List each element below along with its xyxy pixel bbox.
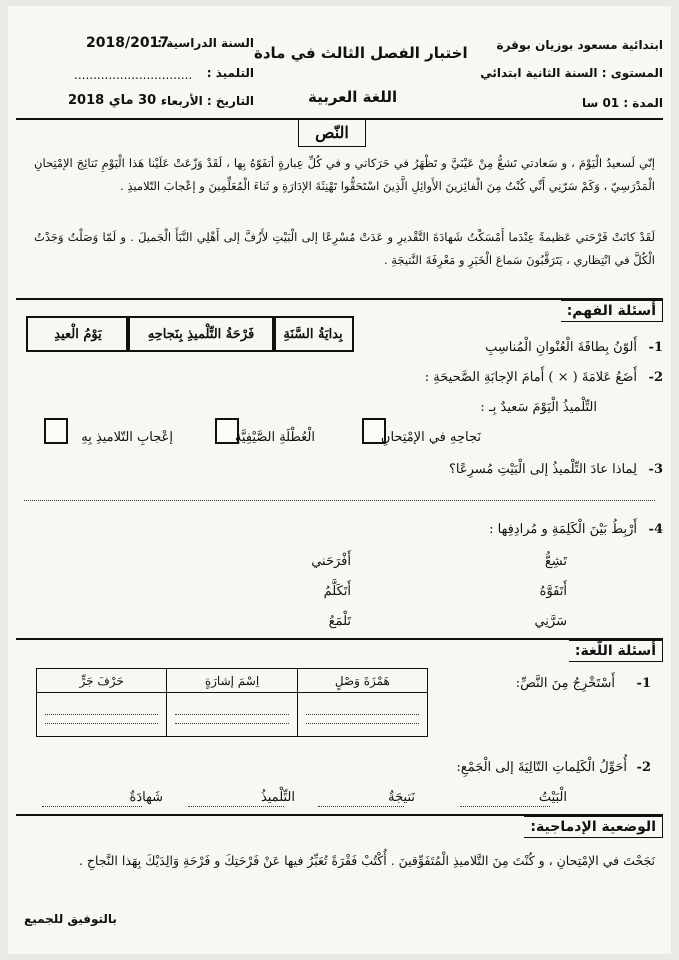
option-admiration-label: إعْجابِ التّلاميذِ بِهِ — [81, 430, 173, 445]
exam-title: اختبار الفصل الثالث في مادة — [254, 44, 468, 62]
match-word-right-3[interactable]: سَرَّنِي — [534, 614, 567, 629]
option-summer-label: الْعُطْلَةِ الصَّيْفِيَّةِ — [234, 430, 315, 445]
q4-number: 4- — [648, 522, 663, 537]
student-dots: ............................... — [74, 68, 193, 82]
q1-text: أَلوّنُ بِطاقَةَ الْعُنْوانِ الْمُناسِبِ — [485, 340, 637, 355]
plural-answer-house[interactable] — [460, 806, 550, 807]
table-cell-demonstrative[interactable] — [167, 693, 297, 737]
duration-label: المدة : 01 سا — [581, 96, 663, 110]
school-year-value: 2018/2017 — [86, 35, 170, 51]
text-paragraph-1: إنّي لَسعيدُ الْيَوْمَ ، و سَعادتي تَشعُّ مِنْ عَيْنَيَّ و تَظْهَرُ في حَرَكاتي و في كُلِّ عِبارةٍ أتفَوّهُ بِها ، لَقَدْ وَزّعَتْ عَلَيْنا هَذا الْيَوْمِ نَتائِجَ الإمْتِحانِ الْمَدْرَسِيّ ، وَكَمْ سَرّنِي أَنِّي كُنْتُ مِنَ الْفائِزينَ الأَوائِلِ الَّذِينَ اسْتَحَقُّوا تَهْنِئَةَ الإدَارَةِ و ثَناءَ الْمُعَلِّمِينَ و إعْجابَ التّلاميذِ . — [34, 156, 655, 193]
lang-q1-number: 1- — [636, 676, 651, 691]
student-name-field[interactable] — [74, 66, 254, 86]
level-label: المستوى : السنة الثانية ابتدائي — [480, 66, 663, 80]
q3-answer-line[interactable] — [24, 500, 655, 501]
student-label: التلميذ : — [206, 66, 254, 80]
language-title: أسئلة اللّغة: — [569, 640, 663, 662]
integration-text: نَجَحْتَ في الإمْتِحانِ ، و كُنْتَ مِنَ التَّلاميذِ الْمُتَفَوِّقينَ . أُكْتُبْ فَقْرَةً تُعَبِّرُ فيها عَنْ فَرْحَتِكَ و فَرْحَةِ وَالِدَيْكَ بِهَذا النَّجاحِ . — [78, 853, 655, 868]
table-cell-hamza[interactable] — [297, 693, 427, 737]
plural-word-certificate: شَهادَةٌ — [129, 790, 163, 805]
lang-q2-text: أُحَوِّلُ الْكَلِماتِ التّالِيَةَ إلى الْجَمْعِ: — [456, 760, 627, 775]
text-title: النّص — [315, 123, 349, 142]
school-name: ابتدائية مسعود بوزيان بوقرة — [496, 38, 663, 52]
table-header-hamza: هَمْزَةَ وَصْلٍ — [297, 669, 427, 693]
lang-q2-number: 2- — [636, 760, 651, 775]
school-year — [74, 36, 254, 56]
q2-text: أَضَعُ عَلامَةَ ( × ) أَمامَ الإجابَةِ الصَّحيحَةِ : — [424, 370, 637, 385]
q3-number: 3- — [648, 462, 663, 477]
integration-title: الوضعية الإدماجية: — [524, 816, 663, 838]
option-admiration-checkbox[interactable] — [44, 418, 68, 444]
date-value: 30 ماي 2018 — [68, 93, 157, 108]
school-year-label: السنة الدراسية : — [157, 36, 254, 50]
q4-text: أَرْبِطُ بَيْنَ الْكَلِمَةِ و مُرادِفِها : — [489, 522, 637, 537]
exam-date — [68, 94, 254, 114]
section-divider — [16, 638, 663, 640]
exam-page — [8, 6, 671, 954]
q2-number: 2- — [648, 370, 663, 385]
option-exam-label: نَجاحِهِ في الإمْتِحانِ — [380, 430, 481, 445]
q1-number: 1- — [648, 340, 663, 355]
match-word-left-3[interactable]: تَلْمَعُ — [328, 614, 351, 629]
lang-q1-text: أَسْتَخْرِجُ مِنَ النَّصِّ: — [515, 676, 615, 691]
subject-title: اللغة العربية — [308, 88, 398, 106]
table-header-preposition: حَرْفَ جَرٍّ — [37, 669, 167, 693]
card-feast-day[interactable]: يَوْمُ الْعيدِ — [26, 316, 130, 352]
plural-answer-certificate[interactable] — [42, 806, 142, 807]
card-year-start[interactable]: بِدايَةُ السَّنَةِ — [272, 316, 354, 352]
card-student-joy[interactable]: فَرْحَةُ التِّلْميذِ بِنَجاحِهِ — [126, 316, 276, 352]
comprehension-title: أسئلة الفهم: — [561, 300, 663, 322]
plural-word-house: الْبَيْتُ — [538, 790, 567, 805]
closing-note: بالتوفيق للجميع — [24, 912, 117, 926]
date-label: التاريخ : الأربعاء — [160, 94, 254, 108]
table-cell-preposition[interactable] — [37, 693, 167, 737]
plural-word-result: نَتيجَةٌ — [388, 790, 415, 805]
text-title-box — [298, 120, 366, 147]
plural-answer-result[interactable] — [318, 806, 404, 807]
match-word-left-1[interactable]: أَفْرَحَني — [311, 554, 351, 569]
text-paragraph-2: لَقَدْ كانَتْ فَرْحَتي عَظيمةً عِنْدَما أَمْسَكْتُ شَهادَةَ التَّقْديرِ و عَدَتْ مُسْرِعًا إلى الْبَيْتِ لأَزُفَّ إلى أَهْلِي النَّبَأَ الْجَميلَ . و لَمّا وَصَلْتُ وَجَدْتُ الْكُلَّ في انْتِظاري ، يَتَرَقَّبُونَ سَماعَ الْخَبَرِ و مَعْرِفَةَ النَّتيجَةِ . — [34, 230, 655, 267]
plural-answer-student[interactable] — [188, 806, 284, 807]
match-word-right-2[interactable]: أَتَفَوَّهُ — [539, 584, 567, 599]
match-word-left-2[interactable]: أَتَكَلَّمُ — [323, 584, 351, 599]
q3-text: لِماذا عادَ التِّلْميذُ إلى الْبَيْتِ مُسرِعًا؟ — [448, 462, 637, 477]
plural-word-student: التِّلْميذُ — [260, 790, 295, 805]
extraction-table — [36, 668, 428, 737]
table-header-demonstrative: اِسْمَ إشارَةٍ — [167, 669, 297, 693]
match-word-right-1[interactable]: تَشِعُّ — [544, 554, 567, 569]
q2-stem: التِّلْميذُ الْيَوْمَ سَعيدٌ بِـ : — [480, 400, 597, 415]
